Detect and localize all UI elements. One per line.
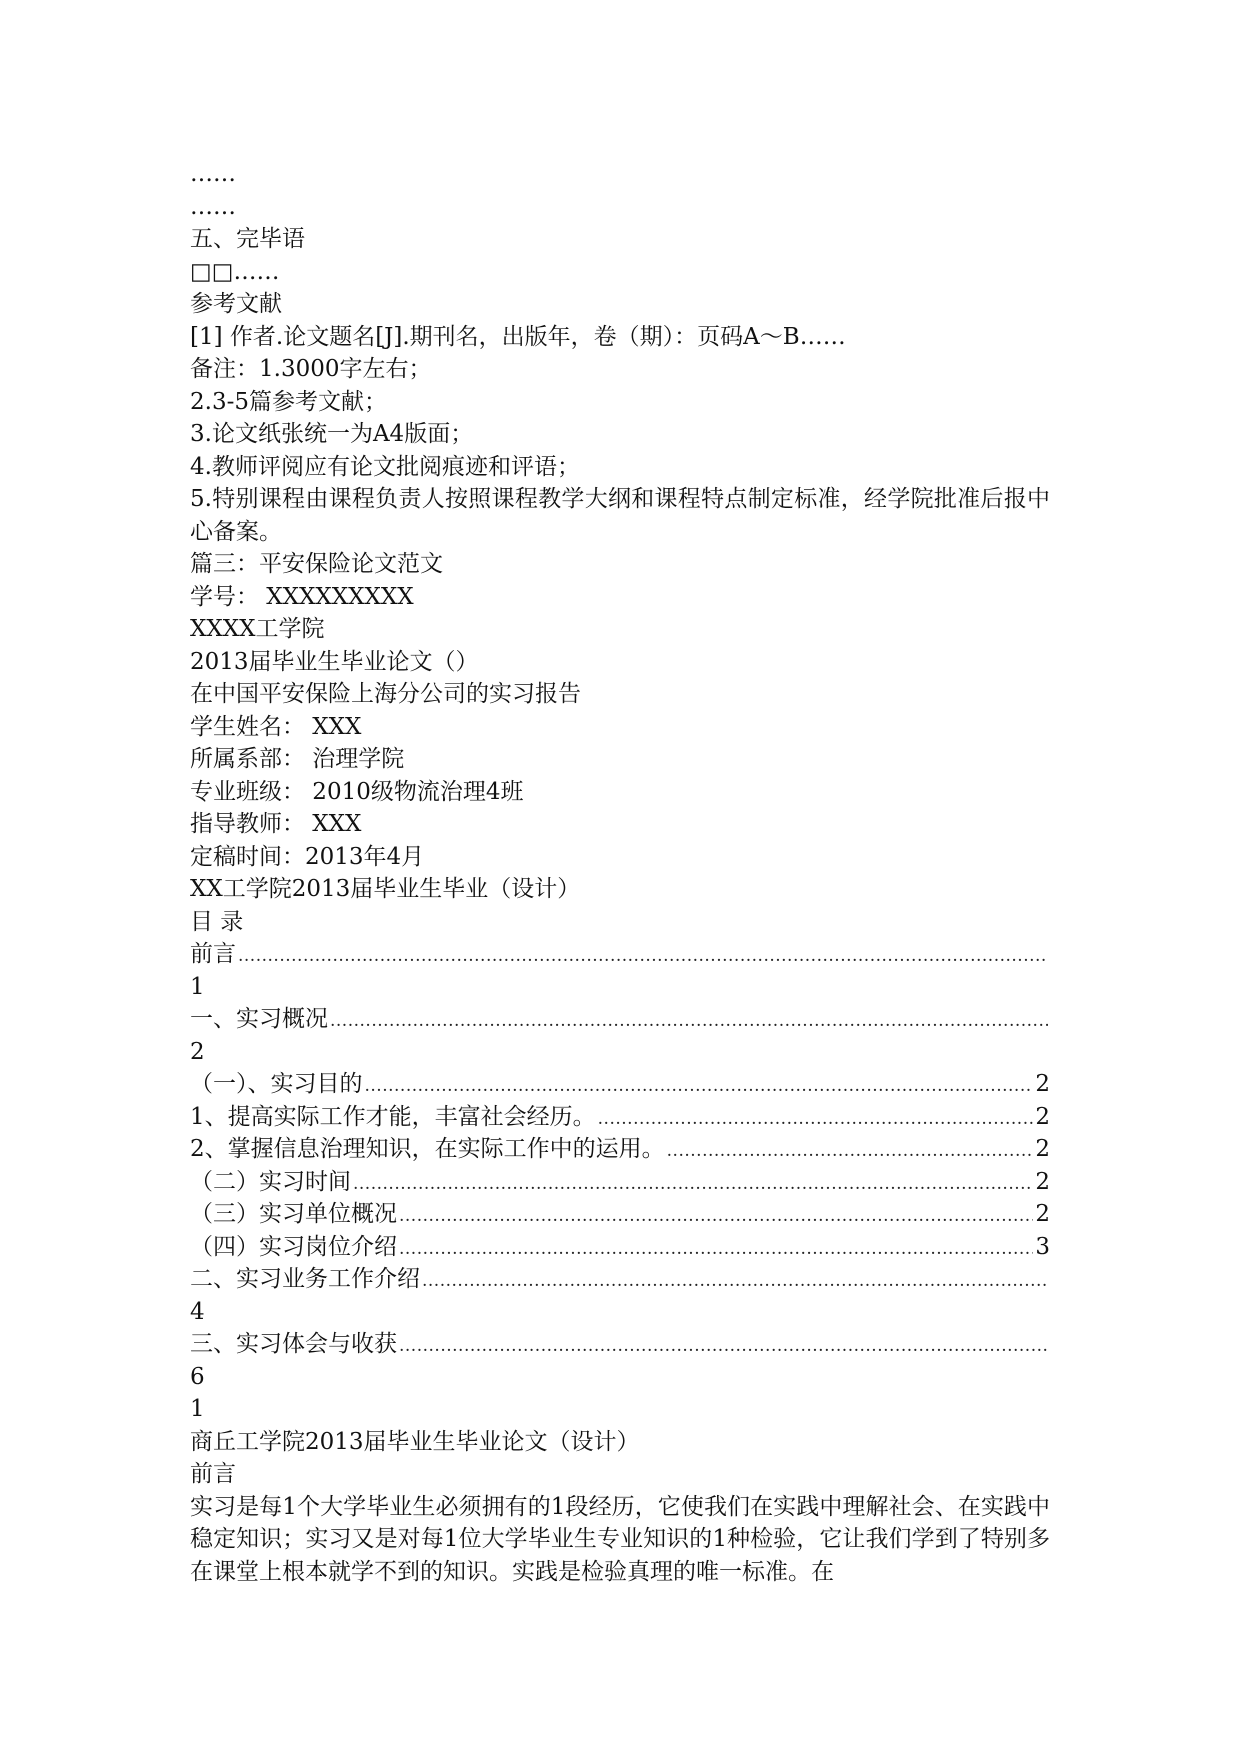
toc-entry — [190, 1328, 1050, 1361]
toc-title: 前言 — [190, 941, 236, 967]
toc-page: 4 — [190, 1298, 205, 1325]
toc-title: 一、实习概况 — [190, 1006, 328, 1032]
toc-leader — [365, 1070, 1034, 1103]
cover-line: 学号： XXXXXXXXX — [190, 583, 414, 610]
cover-line: XX工学院2013届毕业生毕业（设计） — [190, 876, 581, 902]
toc-title: 三、实习体会与收获 — [190, 1331, 397, 1357]
reference-entry: [1] 作者.论文题名[J].期刊名，出版年，卷（期）：页码A～B…… — [190, 323, 846, 350]
toc-entry — [190, 1101, 1050, 1134]
toc-entry — [190, 1166, 1050, 1199]
toc-entry — [190, 1198, 1050, 1231]
toc-leader — [399, 1233, 1033, 1266]
toc-leader — [238, 940, 1048, 973]
toc-page: 2 — [1035, 1103, 1050, 1130]
toc-entry — [190, 1231, 1050, 1264]
toc-title: （二）实习时间 — [190, 1168, 351, 1195]
cover-line: 在中国平安保险上海分公司的实习报告 — [190, 681, 581, 707]
text-line: …… — [190, 161, 236, 187]
toc-leader — [399, 1330, 1048, 1363]
page-number: 1 — [190, 1396, 205, 1422]
toc-leader — [399, 1200, 1033, 1233]
text-line: …… — [190, 193, 236, 220]
toc-title: 2、掌握信息治理知识，在实际工作中的运用。 — [190, 1136, 665, 1162]
toc-title: 1、提高实际工作才能，丰富社会经历。 — [190, 1103, 596, 1130]
note-line: 2.3-5篇参考文献； — [190, 388, 387, 415]
toc-page: 1 — [190, 973, 205, 1000]
toc-leader — [422, 1265, 1048, 1298]
toc-leader — [330, 1005, 1048, 1038]
toc-title: （一）、实习目的 — [190, 1071, 363, 1097]
document-content — [190, 158, 1050, 1588]
toc-title: （四）实习岗位介绍 — [190, 1233, 397, 1260]
toc-title: 二、实习业务工作介绍 — [190, 1266, 420, 1292]
cover-line: 学生姓名： XXX — [190, 713, 362, 740]
toc-leader — [598, 1103, 1034, 1136]
cover-line: 2013届毕业生毕业论文（） — [190, 648, 479, 675]
cover-line: 所属系部： 治理学院 — [190, 746, 405, 772]
cover-line: 定稿时间：2013年4月 — [190, 843, 425, 870]
toc-entry — [190, 1003, 1050, 1036]
toc-page: 2 — [1035, 1201, 1050, 1227]
toc-title: （三）实习单位概况 — [190, 1201, 397, 1227]
body-paragraph: 实习是每1个大学毕业生必须拥有的1段经历，它使我们在实践中理解社会、在实践中稳定知识；实习又是对每1位大学毕业生专业知识的1种检验，它让我们学到了特别多在课堂上根本就学不到的知识。实践是检验真理的唯一标准。在 — [190, 1493, 1050, 1585]
references-heading: 参考文献 — [190, 291, 282, 317]
toc-heading: 目 录 — [190, 908, 244, 935]
article-title: 篇三：平安保险论文范文 — [190, 551, 443, 577]
toc-page: 3 — [1035, 1233, 1050, 1260]
note-line: 3.论文纸张统一为A4版面； — [190, 421, 474, 447]
toc-entry — [190, 1133, 1050, 1166]
toc-entry — [190, 1068, 1050, 1101]
toc-page: 2 — [1035, 1071, 1050, 1097]
toc-leader — [667, 1135, 1034, 1168]
toc-entry — [190, 938, 1050, 971]
text-line: □□…… — [190, 258, 280, 285]
note-paragraph: 5.特别课程由课程负责人按照课程教学大纲和课程特点制定标准，经学院批准后报中心备案。 — [190, 486, 1050, 545]
section-heading: 五、完毕语 — [190, 226, 305, 252]
toc-entry — [190, 1263, 1050, 1296]
cover-line: 专业班级： 2010级物流治理4班 — [190, 778, 524, 805]
toc-page: 6 — [190, 1363, 205, 1390]
section-heading: 前言 — [190, 1461, 236, 1487]
cover-line: XXXX工学院 — [190, 616, 325, 642]
toc-page: 2 — [1035, 1168, 1050, 1195]
note-line: 4.教师评阅应有论文批阅痕迹和评语； — [190, 453, 580, 480]
toc-page: 2 — [1035, 1136, 1050, 1162]
note-line: 备注：1.3000字左右； — [190, 356, 432, 382]
toc-page: 2 — [190, 1038, 205, 1065]
running-header: 商丘工学院2013届毕业生毕业论文（设计） — [190, 1428, 640, 1455]
cover-line: 指导教师： XXX — [190, 811, 362, 837]
toc-leader — [353, 1168, 1033, 1201]
